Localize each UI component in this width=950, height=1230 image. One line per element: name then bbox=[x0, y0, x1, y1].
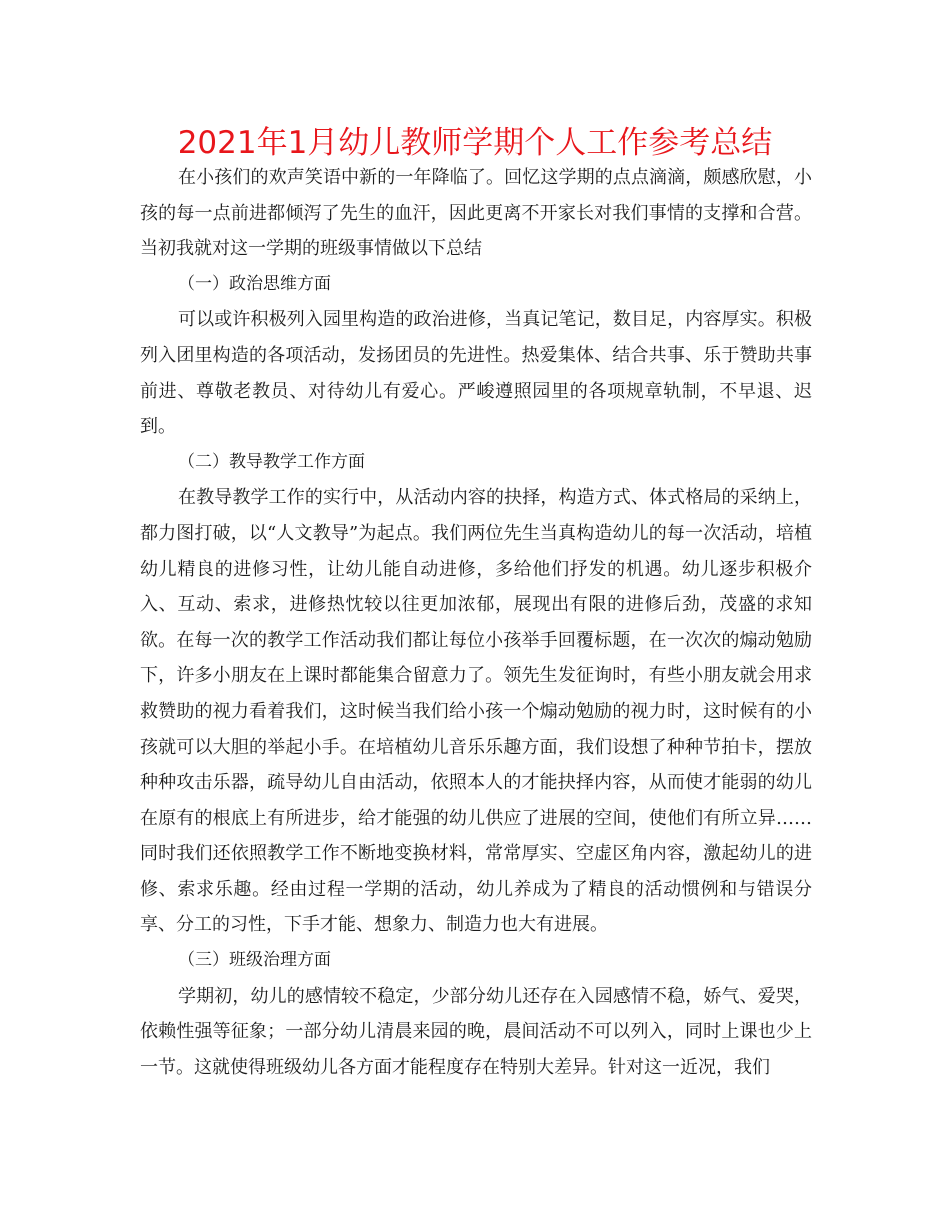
section-body-class-management: 学期初，幼儿的感情较不稳定，少部分幼儿还存在入园感情不稳，娇气、爱哭，依赖性强等征象；一部分幼儿清晨来园的晚，晨间活动不可以列入，同时上课也少上一节。这就使得班级幼儿各方面才能程度存在特别大差异。针对这一近况，我们 bbox=[140, 985, 812, 1078]
section-heading-class-management: （三）班级治理方面 bbox=[178, 950, 331, 971]
document-body bbox=[140, 160, 812, 1085]
section-heading-teaching: （二）教导教学工作方面 bbox=[178, 451, 365, 472]
section-body-politics: 可以或许积极列入园里构造的政治进修，当真记笔记，数目足，内容厚实。积极列入团里构造的各项活动，发扬团员的先进性。热爱集体、结合共事、乐于赞助共事前进、尊敬老教员、对待幼儿有爱心。严峻遵照园里的各项规章轨制，不早退、迟到。 bbox=[140, 309, 812, 438]
document-title: 2021年1月幼儿教师学期个人工作参考总结 bbox=[177, 125, 773, 161]
intro-paragraph: 在小孩们的欢声笑语中新的一年降临了。回忆这学期的点点滴滴，颇感欣慰，小孩的每一点前进都倾泻了先生的血汗，因此更离不开家长对我们事情的支撑和合营。当初我就对这一学期的班级事情做以下总结 bbox=[140, 167, 812, 260]
section-heading-politics: （一）政治思维方面 bbox=[178, 273, 331, 294]
section-body-teaching: 在教导教学工作的实行中，从活动内容的抉择，构造方式、体式格局的采纳上，都力图打破，以“人文教导”为起点。我们两位先生当真构造幼儿的每一次活动，培植幼儿精良的进修习性，让幼儿能自动进修，多给他们抒发的机遇。幼儿逐步积极介入、互动、索求，进修热忱较以往更加浓郁，展现出有限的进修后劲，茂盛的求知欲。在每一次的教学工作活动我们都让每位小孩举手回覆标题，在一次次的煽动勉励下，许多小朋友在上课时都能集合留意力了。领先生发征询时，有些小朋友就会用求救赞助的视力看着我们，这时候当我们给小孩一个煽动勉励的视力时，这时候有的小孩就可以大胆的举起小手。在培植幼儿音乐乐趣方面，我们设想了种种节拍卡，摆放种种攻击乐器，疏导幼儿自由活动，依照本人的才能抉择内容，从而使才能弱的幼儿在原有的根底上有所进步，给才能强的幼儿供应了进展的空间，使他们有所立异……同时我们还依照教学工作不断地变换材料，常常厚实、空虚区角内容，激起幼儿的进修、索求乐趣。经由过程一学期的活动，幼儿养成为了精良的活动惯例和与错误分享、分工的习性，下手才能、想象力、制造力也大有进展。 bbox=[140, 487, 812, 936]
